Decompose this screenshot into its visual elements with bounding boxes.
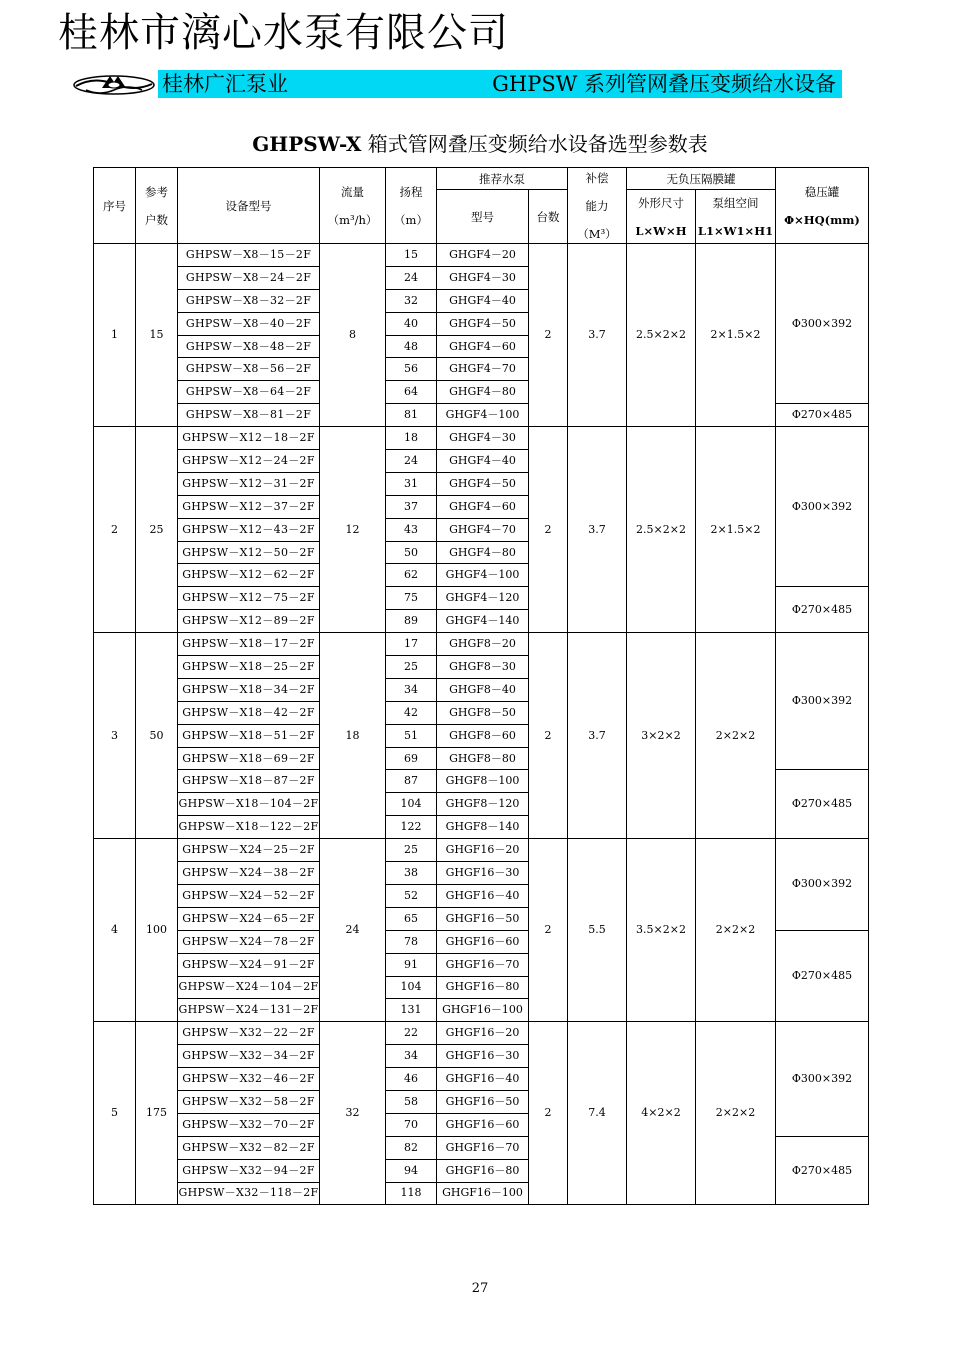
model-cell: GHPSW－X24－131－2F bbox=[178, 999, 320, 1022]
model-cell: GHPSW－X12－31－2F bbox=[178, 472, 320, 495]
table-row bbox=[94, 244, 869, 267]
model-cell: GHPSW－X18－34－2F bbox=[178, 678, 320, 701]
table-row bbox=[94, 839, 869, 862]
capacity-cell: 3.7 bbox=[568, 633, 627, 839]
head-cell: 65 bbox=[386, 907, 437, 930]
brand-name: 桂林广汇泵业 bbox=[162, 72, 288, 96]
pump-model-cell: GHGF4－70 bbox=[437, 518, 529, 541]
table-title bbox=[0, 128, 960, 157]
model-cell: GHPSW－X12－89－2F bbox=[178, 610, 320, 633]
stabilizer-cell: Φ270×485 bbox=[776, 930, 869, 1022]
header-banner bbox=[158, 70, 842, 98]
head-cell: 34 bbox=[386, 1045, 437, 1068]
pump-model-cell: GHGF16－50 bbox=[437, 907, 529, 930]
head-cell: 89 bbox=[386, 610, 437, 633]
pump-count-cell: 2 bbox=[529, 244, 568, 427]
table-row bbox=[94, 427, 869, 450]
head-cell: 58 bbox=[386, 1090, 437, 1113]
head-cell: 17 bbox=[386, 633, 437, 656]
pump-model-cell: GHGF4－80 bbox=[437, 381, 529, 404]
head-cell: 24 bbox=[386, 450, 437, 473]
pump-model-cell: GHGF16－20 bbox=[437, 1022, 529, 1045]
title-model: GHPSW-X bbox=[252, 132, 362, 156]
head-cell: 52 bbox=[386, 884, 437, 907]
head-cell: 32 bbox=[386, 289, 437, 312]
seq-cell: 3 bbox=[94, 633, 136, 839]
pump-model-cell: GHGF4－40 bbox=[437, 289, 529, 312]
stabilizer-cell: Φ300×392 bbox=[776, 1022, 869, 1136]
selection-table bbox=[93, 167, 869, 1205]
pump-model-cell: GHGF4－50 bbox=[437, 472, 529, 495]
model-cell: GHPSW－X8－15－2F bbox=[178, 244, 320, 267]
pump-model-cell: GHGF16－100 bbox=[437, 999, 529, 1022]
pump-model-cell: GHGF16－70 bbox=[437, 953, 529, 976]
flow-cell: 8 bbox=[320, 244, 386, 427]
capacity-cell: 3.7 bbox=[568, 244, 627, 427]
model-cell: GHPSW－X12－75－2F bbox=[178, 587, 320, 610]
pump-model-cell: GHGF16－100 bbox=[437, 1182, 529, 1205]
model-cell: GHPSW－X8－32－2F bbox=[178, 289, 320, 312]
head-cell: 51 bbox=[386, 724, 437, 747]
pump-model-cell: GHGF16－40 bbox=[437, 1068, 529, 1091]
head-cell: 37 bbox=[386, 495, 437, 518]
head-cell: 31 bbox=[386, 472, 437, 495]
stabilizer-cell: Φ300×392 bbox=[776, 244, 869, 404]
pump-model-cell: GHGF8－20 bbox=[437, 633, 529, 656]
model-cell: GHPSW－X12－37－2F bbox=[178, 495, 320, 518]
model-cell: GHPSW－X24－52－2F bbox=[178, 884, 320, 907]
model-cell: GHPSW－X24－25－2F bbox=[178, 839, 320, 862]
model-cell: GHPSW－X24－91－2F bbox=[178, 953, 320, 976]
outer-size-cell: 3×2×2 bbox=[627, 633, 696, 839]
title-text: 箱式管网叠压变频给水设备选型参数表 bbox=[361, 132, 708, 156]
model-cell: GHPSW－X12－50－2F bbox=[178, 541, 320, 564]
model-cell: GHPSW－X18－104－2F bbox=[178, 793, 320, 816]
model-cell: GHPSW－X12－43－2F bbox=[178, 518, 320, 541]
flow-cell: 24 bbox=[320, 839, 386, 1022]
header-compensation: 补偿 能力 （M³） bbox=[568, 168, 627, 244]
company-name: 桂林市漓心水泵有限公司 bbox=[58, 10, 509, 56]
capacity-cell: 3.7 bbox=[568, 427, 627, 633]
stabilizer-cell: Φ300×392 bbox=[776, 839, 869, 931]
pump-model-cell: GHGF16－60 bbox=[437, 1113, 529, 1136]
header-households: 参考 户数 bbox=[136, 168, 178, 244]
header-head: 扬程 （m） bbox=[386, 168, 437, 244]
pump-model-cell: GHGF4－70 bbox=[437, 358, 529, 381]
series-name: GHPSW 系列管网叠压变频给水设备 bbox=[492, 72, 836, 96]
head-cell: 104 bbox=[386, 976, 437, 999]
capacity-cell: 7.4 bbox=[568, 1022, 627, 1205]
head-cell: 43 bbox=[386, 518, 437, 541]
model-cell: GHPSW－X12－24－2F bbox=[178, 450, 320, 473]
model-cell: GHPSW－X12－18－2F bbox=[178, 427, 320, 450]
stabilizer-cell: Φ270×485 bbox=[776, 587, 869, 633]
model-cell: GHPSW－X18－69－2F bbox=[178, 747, 320, 770]
head-cell: 34 bbox=[386, 678, 437, 701]
pump-model-cell: GHGF16－30 bbox=[437, 1045, 529, 1068]
model-cell: GHPSW－X18－87－2F bbox=[178, 770, 320, 793]
pump-model-cell: GHGF8－50 bbox=[437, 701, 529, 724]
households-cell: 175 bbox=[136, 1022, 178, 1205]
pump-model-cell: GHGF4－30 bbox=[437, 427, 529, 450]
pump-model-cell: GHGF16－50 bbox=[437, 1090, 529, 1113]
table-body bbox=[94, 244, 869, 1205]
head-cell: 75 bbox=[386, 587, 437, 610]
company-logo bbox=[72, 68, 156, 102]
pump-space-cell: 2×2×2 bbox=[696, 633, 776, 839]
pump-model-cell: GHGF4－100 bbox=[437, 404, 529, 427]
header-flow: 流量 （m³/h） bbox=[320, 168, 386, 244]
head-cell: 81 bbox=[386, 404, 437, 427]
pump-space-cell: 2×2×2 bbox=[696, 1022, 776, 1205]
pump-model-cell: GHGF8－60 bbox=[437, 724, 529, 747]
head-cell: 50 bbox=[386, 541, 437, 564]
model-cell: GHPSW－X32－94－2F bbox=[178, 1159, 320, 1182]
stabilizer-cell: Φ300×392 bbox=[776, 633, 869, 770]
header-pump-model: 型号 bbox=[437, 190, 529, 244]
pump-model-cell: GHGF4－20 bbox=[437, 244, 529, 267]
table-row bbox=[94, 1022, 869, 1045]
model-cell: GHPSW－X32－34－2F bbox=[178, 1045, 320, 1068]
pump-count-cell: 2 bbox=[529, 1022, 568, 1205]
seq-cell: 4 bbox=[94, 839, 136, 1022]
head-cell: 62 bbox=[386, 564, 437, 587]
head-cell: 70 bbox=[386, 1113, 437, 1136]
flow-cell: 32 bbox=[320, 1022, 386, 1205]
model-cell: GHPSW－X8－64－2F bbox=[178, 381, 320, 404]
head-cell: 104 bbox=[386, 793, 437, 816]
header-outer-size: 外形尺寸 L×W×H bbox=[627, 190, 696, 244]
model-cell: GHPSW－X18－25－2F bbox=[178, 656, 320, 679]
pump-model-cell: GHGF8－30 bbox=[437, 656, 529, 679]
pump-count-cell: 2 bbox=[529, 427, 568, 633]
model-cell: GHPSW－X32－70－2F bbox=[178, 1113, 320, 1136]
table-row bbox=[94, 633, 869, 656]
pump-model-cell: GHGF4－100 bbox=[437, 564, 529, 587]
head-cell: 42 bbox=[386, 701, 437, 724]
head-cell: 15 bbox=[386, 244, 437, 267]
page-number: 27 bbox=[471, 1281, 489, 1296]
pump-model-cell: GHGF8－40 bbox=[437, 678, 529, 701]
households-cell: 25 bbox=[136, 427, 178, 633]
pump-model-cell: GHGF4－50 bbox=[437, 312, 529, 335]
pump-model-cell: GHGF8－120 bbox=[437, 793, 529, 816]
model-cell: GHPSW－X24－78－2F bbox=[178, 930, 320, 953]
header-model: 设备型号 bbox=[178, 168, 320, 244]
pump-model-cell: GHGF16－60 bbox=[437, 930, 529, 953]
head-cell: 94 bbox=[386, 1159, 437, 1182]
outer-size-cell: 4×2×2 bbox=[627, 1022, 696, 1205]
pump-model-cell: GHGF4－80 bbox=[437, 541, 529, 564]
header-seq: 序号 bbox=[94, 168, 136, 244]
model-cell: GHPSW－X24－65－2F bbox=[178, 907, 320, 930]
pump-model-cell: GHGF16－70 bbox=[437, 1136, 529, 1159]
head-cell: 24 bbox=[386, 266, 437, 289]
seq-cell: 5 bbox=[94, 1022, 136, 1205]
model-cell: GHPSW－X8－24－2F bbox=[178, 266, 320, 289]
head-cell: 48 bbox=[386, 335, 437, 358]
pump-model-cell: GHGF4－120 bbox=[437, 587, 529, 610]
head-cell: 82 bbox=[386, 1136, 437, 1159]
head-cell: 64 bbox=[386, 381, 437, 404]
model-cell: GHPSW－X18－17－2F bbox=[178, 633, 320, 656]
stabilizer-cell: Φ270×485 bbox=[776, 1136, 869, 1205]
flow-cell: 12 bbox=[320, 427, 386, 633]
pump-model-cell: GHGF16－80 bbox=[437, 976, 529, 999]
model-cell: GHPSW－X18－42－2F bbox=[178, 701, 320, 724]
pump-model-cell: GHGF16－80 bbox=[437, 1159, 529, 1182]
head-cell: 131 bbox=[386, 999, 437, 1022]
model-cell: GHPSW－X8－40－2F bbox=[178, 312, 320, 335]
head-cell: 25 bbox=[386, 839, 437, 862]
pump-model-cell: GHGF4－40 bbox=[437, 450, 529, 473]
pump-model-cell: GHGF4－60 bbox=[437, 335, 529, 358]
head-cell: 46 bbox=[386, 1068, 437, 1091]
flow-cell: 18 bbox=[320, 633, 386, 839]
households-cell: 100 bbox=[136, 839, 178, 1022]
header-stabilizer: 稳压罐 Φ×HQ(mm) bbox=[776, 168, 869, 244]
households-cell: 50 bbox=[136, 633, 178, 839]
outer-size-cell: 3.5×2×2 bbox=[627, 839, 696, 1022]
pump-space-cell: 2×1.5×2 bbox=[696, 427, 776, 633]
pump-model-cell: GHGF4－30 bbox=[437, 266, 529, 289]
head-cell: 69 bbox=[386, 747, 437, 770]
seq-cell: 1 bbox=[94, 244, 136, 427]
pump-model-cell: GHGF8－140 bbox=[437, 816, 529, 839]
model-cell: GHPSW－X32－46－2F bbox=[178, 1068, 320, 1091]
model-cell: GHPSW－X12－62－2F bbox=[178, 564, 320, 587]
head-cell: 78 bbox=[386, 930, 437, 953]
pump-model-cell: GHGF4－60 bbox=[437, 495, 529, 518]
capacity-cell: 5.5 bbox=[568, 839, 627, 1022]
model-cell: GHPSW－X8－81－2F bbox=[178, 404, 320, 427]
pump-space-cell: 2×1.5×2 bbox=[696, 244, 776, 427]
head-cell: 22 bbox=[386, 1022, 437, 1045]
head-cell: 25 bbox=[386, 656, 437, 679]
head-cell: 56 bbox=[386, 358, 437, 381]
header-pump-group: 推荐水泵 bbox=[437, 168, 568, 190]
model-cell: GHPSW－X32－82－2F bbox=[178, 1136, 320, 1159]
head-cell: 38 bbox=[386, 862, 437, 885]
model-cell: GHPSW－X18－51－2F bbox=[178, 724, 320, 747]
head-cell: 122 bbox=[386, 816, 437, 839]
model-cell: GHPSW－X32－22－2F bbox=[178, 1022, 320, 1045]
model-cell: GHPSW－X8－56－2F bbox=[178, 358, 320, 381]
stabilizer-cell: Φ270×485 bbox=[776, 404, 869, 427]
seq-cell: 2 bbox=[94, 427, 136, 633]
head-cell: 18 bbox=[386, 427, 437, 450]
households-cell: 15 bbox=[136, 244, 178, 427]
pump-model-cell: GHGF16－20 bbox=[437, 839, 529, 862]
model-cell: GHPSW－X18－122－2F bbox=[178, 816, 320, 839]
head-cell: 118 bbox=[386, 1182, 437, 1205]
model-cell: GHPSW－X8－48－2F bbox=[178, 335, 320, 358]
header-pump-count: 台数 bbox=[529, 190, 568, 244]
stabilizer-cell: Φ300×392 bbox=[776, 427, 869, 587]
header-pump-space: 泵组空间 L1×W1×H1 bbox=[696, 190, 776, 244]
pump-count-cell: 2 bbox=[529, 633, 568, 839]
model-cell: GHPSW－X24－38－2F bbox=[178, 862, 320, 885]
pump-space-cell: 2×2×2 bbox=[696, 839, 776, 1022]
model-cell: GHPSW－X32－118－2F bbox=[178, 1182, 320, 1205]
pump-model-cell: GHGF8－100 bbox=[437, 770, 529, 793]
head-cell: 40 bbox=[386, 312, 437, 335]
header-tank-group: 无负压隔膜罐 bbox=[627, 168, 776, 190]
head-cell: 87 bbox=[386, 770, 437, 793]
head-cell: 91 bbox=[386, 953, 437, 976]
outer-size-cell: 2.5×2×2 bbox=[627, 427, 696, 633]
outer-size-cell: 2.5×2×2 bbox=[627, 244, 696, 427]
model-cell: GHPSW－X32－58－2F bbox=[178, 1090, 320, 1113]
pump-count-cell: 2 bbox=[529, 839, 568, 1022]
stabilizer-cell: Φ270×485 bbox=[776, 770, 869, 839]
pump-model-cell: GHGF16－30 bbox=[437, 862, 529, 885]
pump-model-cell: GHGF8－80 bbox=[437, 747, 529, 770]
pump-model-cell: GHGF4－140 bbox=[437, 610, 529, 633]
pump-model-cell: GHGF16－40 bbox=[437, 884, 529, 907]
model-cell: GHPSW－X24－104－2F bbox=[178, 976, 320, 999]
